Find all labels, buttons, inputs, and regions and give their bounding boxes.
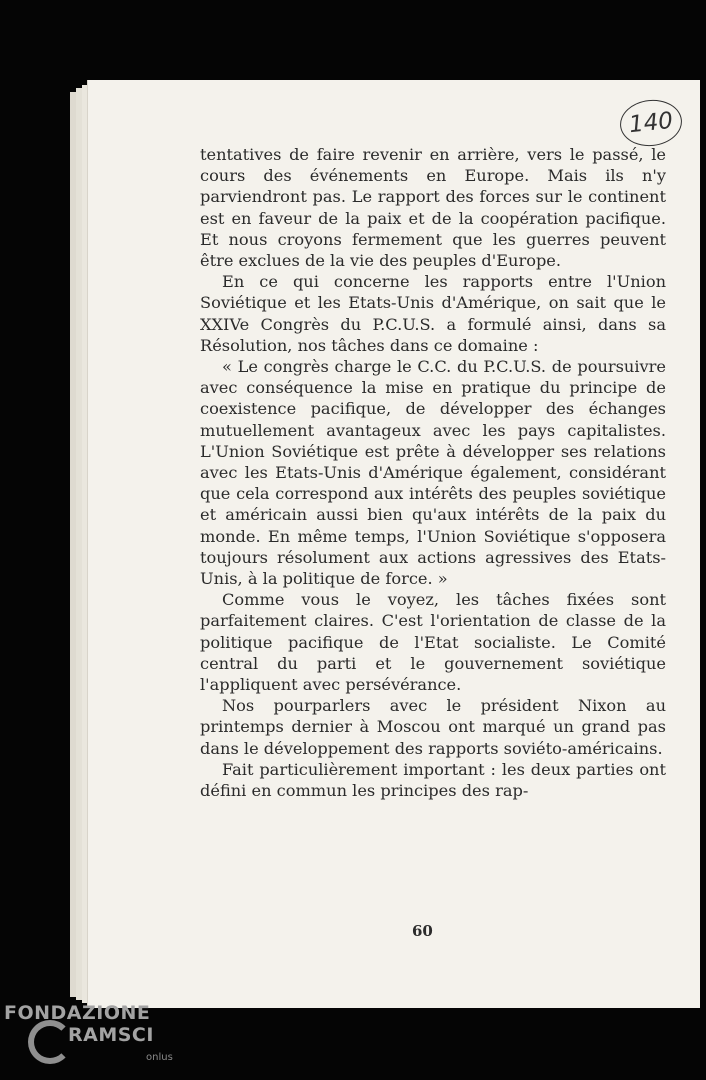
fondazione-gramsci-logo [4, 1002, 184, 1074]
archive-page-stamp [618, 97, 684, 149]
body-text [200, 144, 666, 801]
logo-g-icon [28, 1020, 72, 1064]
paragraph: tentatives de faire revenir en arrière, vers le passé, le cours des événements en Europe. Mais ils n'y parviendront pas. Le rapport des forces sur le continent est en faveur de la paix et de la coopération pacifique. Et nous croyons fermement que les guerres peuvent être exclues de la vie des peuples d'Europe. [200, 145, 666, 271]
quoted-paragraph: « Le congrès charge le C.C. du P.C.U.S. de poursuivre avec conséquence la mise en pratique du principe de coexistence pacifique, de développer des échanges mutuellement avantageux avec les pays capitalistes. L'Union Soviétique est prête à développer ses relations avec les Etats-Unis d'Amérique également, considérant que cela correspond aux intérêts des peuples soviétique et américain aussi bien qu'aux intérêts de la paix du monde. En même temps, l'Union Soviétique s'opposera toujours résolument aux actions agressives des Etats-Unis, à la politique de force. » [200, 357, 666, 589]
paragraph: Comme vous le voyez, les tâches fixées sont parfaitement claires. C'est l'orientation de classe de la politique pacifique de l'Etat socialiste. Le Comité central du parti et le gouvernement soviétique l'appliquent avec persévérance. [200, 590, 666, 695]
logo-text-line1: FONDAZIONE [4, 1002, 151, 1024]
paragraph: Nos pourparlers avec le président Nixon au printemps dernier à Moscou ont marqué un grand pas dans le développement des rapports soviéto-américains. [200, 696, 666, 758]
paragraph: Fait particulièrement important : les deux parties ont défini en commun les principes des rap- [200, 759, 666, 801]
book-page [88, 80, 700, 1008]
logo-suffix: onlus [146, 1052, 173, 1063]
archive-page-stamp-number: 140 [627, 107, 675, 139]
page-number: 60 [412, 922, 433, 940]
logo-text-line2: RAMSCI [68, 1024, 154, 1046]
paragraph: En ce qui concerne les rapports entre l'Union Soviétique et les Etats-Unis d'Amérique, on sait que le XXIVe Congrès du P.C.U.S. a formulé ainsi, dans sa Résolution, nos tâches dans ce domaine : [200, 272, 666, 355]
